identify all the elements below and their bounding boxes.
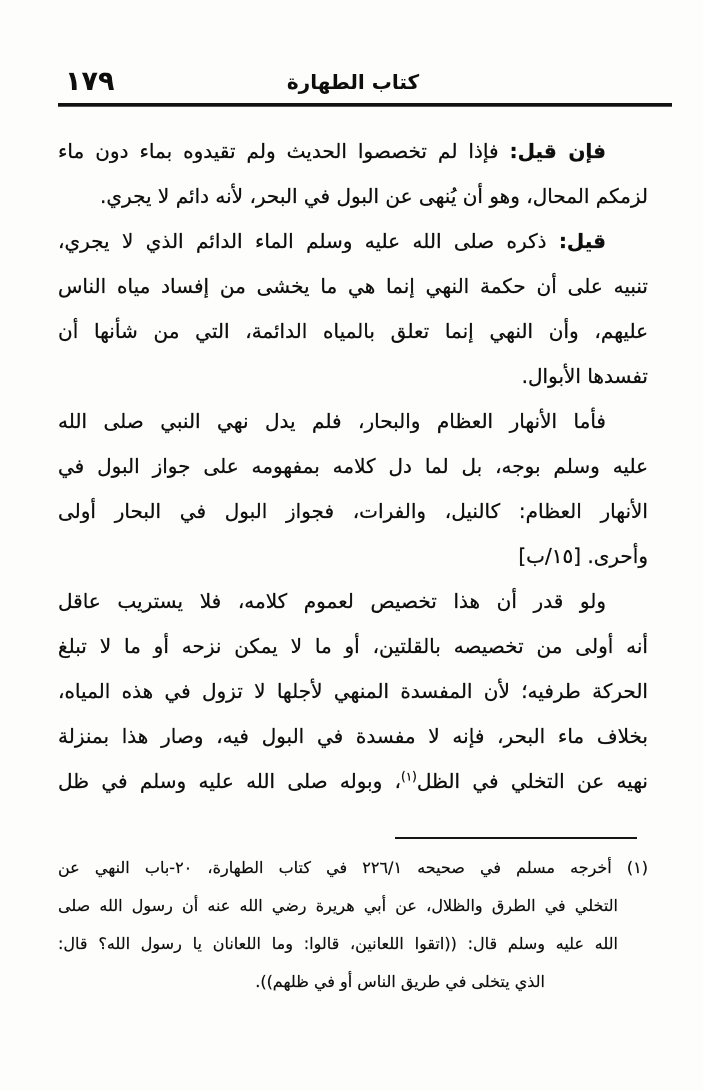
paragraph4-line5-text-before: نهيه عن التخلي في الظل <box>416 769 648 793</box>
paragraph2-line1 <box>58 219 648 264</box>
paragraph3-line4: وأحرى. [١٥/ب] <box>518 544 648 568</box>
paragraph3-line1: فأما الأنهار العظام والبحار، فلم يدل نهي النبي صلى الله <box>58 409 606 433</box>
main-text-block <box>58 129 648 804</box>
paragraph4-line5-text-after: ، وبوله صلى الله عليه وسلم في ظل <box>58 769 402 793</box>
chapter-title: كتاب الطهارة <box>286 70 420 94</box>
paragraph1-line1 <box>58 129 648 174</box>
paragraph1-line1-text: فإذا لم تخصصوا الحديث ولم تقيدوه بماء دون ماء <box>58 139 510 163</box>
paragraph3-line2: عليه وسلم بوجه، بل لما دل كلامه بمفهومه على جواز البول في <box>58 454 648 478</box>
page-header <box>58 66 648 100</box>
paragraph3-line3: الأنهار العظام: كالنيل، والفرات، فجواز البول في البحار أولى <box>58 499 648 523</box>
paragraph2-line4: تفسدها الأبوال. <box>521 364 648 388</box>
footnote-divider <box>395 837 637 839</box>
footnote-line2: التخلي في الطرق والظلال، عن أبي هريرة رضي الله عنه أن رسول الله صلى <box>58 896 618 915</box>
paragraph2-line3: عليهم، وأن النهي إنما تعلق بالمياه الدائمة، التي من شأنها أن <box>58 319 648 343</box>
footnote-reference-marker: (١) <box>401 769 417 784</box>
header-divider <box>58 103 672 107</box>
paragraph1-lead: فإن قيل: <box>509 139 607 163</box>
paragraph4-line1: ولو قدر أن هذا تخصيص لعموم كلامه، فلا يستريب عاقل <box>58 589 606 613</box>
paragraph4-line3: الحركة طرفيه؛ لأن المفسدة المنهي لأجلها لا تزول في هذه المياه، <box>58 679 648 703</box>
footnote-block <box>58 849 648 1001</box>
paragraph2-line1-text: ذكره صلى الله عليه وسلم الماء الدائم الذي لا يجري، <box>58 229 559 253</box>
page-number: ١٧٩ <box>65 66 115 97</box>
paragraph2-lead: قيل: <box>558 229 606 253</box>
paragraph4-line2: أنه أولى من تخصيصه بالقلتين، أو ما لا يمكن نزحه أو ما لا تبلغ <box>58 634 648 658</box>
footnote-line4: الذي يتخلى في طريق الناس أو في ظلهم)). <box>255 972 545 991</box>
footnote-line3: الله عليه وسلم قال: ((اتقوا اللعانين، قالوا: وما اللعانان يا رسول الله؟ قال: <box>58 934 618 953</box>
paragraph4-line4: بخلاف ماء البحر، فإنه لا مفسدة في البول فيه، وصار هذا بمنزلة <box>58 724 648 748</box>
paragraph2-line2: تنبيه على أن حكمة النهي إنما هي ما يخشى من إفساد مياه الناس <box>58 274 648 298</box>
paragraph4-line5 <box>58 759 648 804</box>
footnote-line1: (١) أخرجه مسلم في صحيحه ٢٢٦/١ في كتاب الطهارة، ٢٠-باب النهي عن <box>58 858 648 877</box>
paragraph1-line2: لزمكم المحال، وهو أن يُنهى عن البول في البحر، لأنه دائم لا يجري. <box>100 184 648 208</box>
